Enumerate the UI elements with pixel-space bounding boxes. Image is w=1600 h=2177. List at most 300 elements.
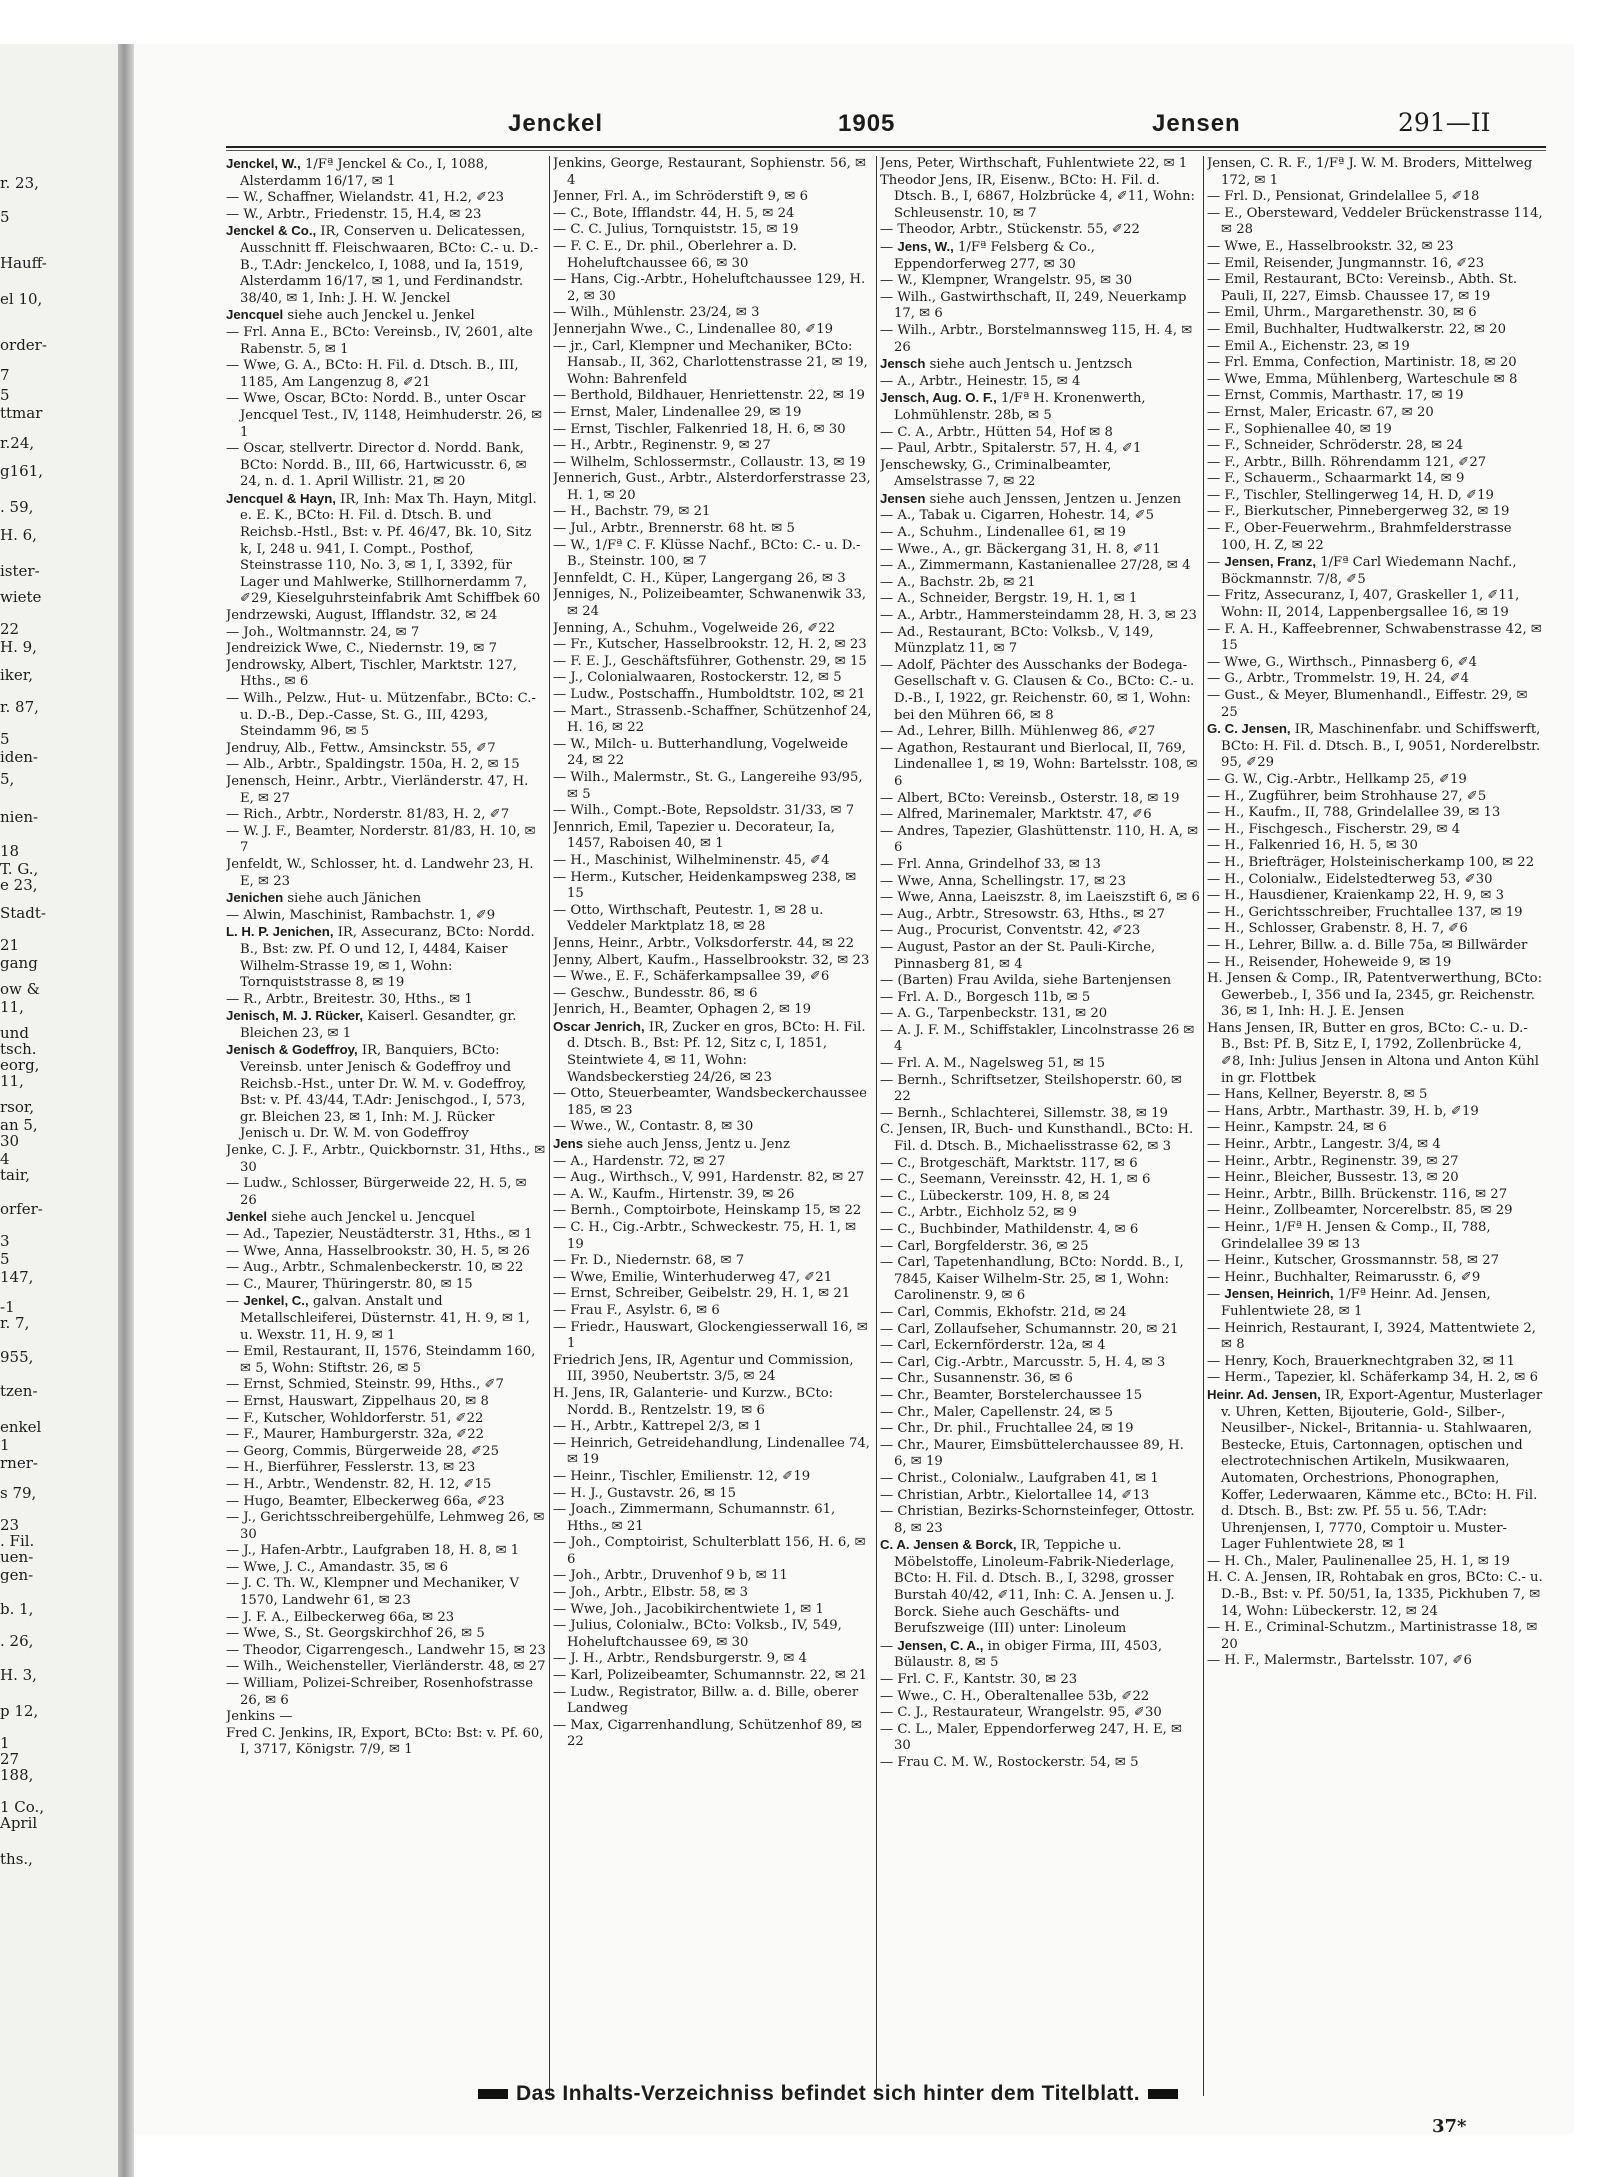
directory-entry: Jenkel siehe auch Jenckel u. Jencquel (226, 1209, 475, 1226)
directory-entry: — Frl. C. F., Kantstr. 30, ✉ 23 (880, 1672, 1078, 1688)
directory-entry: — Aug., Arbtr., Schmalenbeckerstr. 10, ✉ 22 (226, 1260, 524, 1276)
column-divider (1203, 156, 1204, 2096)
previous-page-text-fragment: r. 7, (0, 1314, 30, 1332)
entry-heading: Jensen (880, 490, 926, 506)
directory-entry: — Chr., Maler, Capellenstr. 24, ✉ 5 (880, 1404, 1114, 1420)
directory-entry: — Oscar, stellvertr. Director d. Nordd. Bank, BCto: Nordd. B., III, 66, Hartwicusstr. 6, ✉ 24, n. d. 1. April Willistr. 21, ✉ 20 (226, 441, 527, 490)
directory-entry: — Adolf, Pächter des Ausschanks der Bodega-Gesellschaft v. G. Clausen & Co., BCto: C.- u. D.-B., I, 1922, gr. Reichenstr. 60, ✉ 1, Wohn: bei den Mühren 66, ✉ 8 (880, 657, 1195, 723)
directory-entry: Jenrich, H., Beamter, Ophagen 2, ✉ 19 (553, 1002, 811, 1018)
directory-entry: — Carl, Borgfelderstr. 36, ✉ 25 (880, 1238, 1089, 1254)
directory-entry: — Aug., Wirthsch., V, 991, Hardenstr. 82, ✉ 27 (553, 1170, 865, 1186)
directory-entry: Jenckel & Co., IR, Conserven u. Delicatessen, Ausschnitt ff. Fleischwaaren, BCto: C.- u. D.-B., T.Adr: Jenckelco, I, 1088, und Ia, 1519, Alsterdamm 16/17, ✉ 1, und Ferdinandstr. 38/40, ✉ 1, Inh: J. H. W. Jenckel (226, 223, 539, 306)
directory-entry: — Wwe., W., Contastr. 8, ✉ 30 (553, 1119, 754, 1135)
book-gutter (118, 44, 134, 2177)
directory-entry: — A., Arbtr., Hammersteindamm 28, H. 3, ✉ 23 (880, 608, 1197, 624)
directory-entry: — H. Ch., Maler, Paulinenallee 25, H. 1, ✉ 19 (1207, 1553, 1510, 1569)
directory-entry: Jendrzewski, August, Ifflandstr. 32, ✉ 24 (226, 608, 498, 624)
directory-entry: — Wilh., Weichensteller, Vierländerstr. 48, ✉ 27 (226, 1659, 546, 1675)
directory-entry: — Jul., Arbtr., Brennerstr. 68 ht. ✉ 5 (553, 521, 795, 537)
directory-entry: — J., Gerichtsschreibergehülfe, Lehmweg 26, ✉ 30 (226, 1510, 545, 1542)
directory-entry: — Chr., Susannenstr. 36, ✉ 6 (880, 1371, 1073, 1387)
directory-entry: — Hans, Cig.-Arbtr., Hoheluftchaussee 129, H. 2, ✉ 30 (553, 272, 866, 304)
directory-entry: — Alb., Arbtr., Spaldingstr. 150a, H. 2, ✉ 15 (226, 757, 520, 773)
previous-page-text-fragment: ister- (0, 562, 40, 580)
directory-entry: — Heinr., Kutscher, Grossmannstr. 58, ✉ 27 (1207, 1253, 1500, 1269)
previous-page-text-fragment: 955, (0, 1348, 34, 1366)
entry-heading: Jenkel, C., (243, 1293, 309, 1309)
directory-entry: — Ludw., Registrator, Billw. a. d. Bille, oberer Landweg (553, 1684, 859, 1717)
directory-entry: — H., Bachstr. 79, ✉ 21 (553, 504, 711, 520)
directory-entry: — Heinr., Kampstr. 24, ✉ 6 (1207, 1120, 1387, 1136)
directory-entry: — Fr., Kutscher, Hasselbrookstr. 12, H. 2, ✉ 23 (553, 637, 867, 653)
directory-entry: — Alwin, Maschinist, Rambachstr. 1, ✐9 (226, 907, 496, 923)
directory-entry: — Theodor, Arbtr., Stückenstr. 55, ✐22 (880, 222, 1140, 238)
header-rule (226, 146, 1546, 148)
previous-page-text-fragment: tair, (0, 1166, 31, 1184)
directory-entry: — Ernst, Schreiber, Geibelstr. 29, H. 1, ✉ 21 (553, 1286, 851, 1302)
previous-page-text-fragment: r.24, (0, 434, 35, 452)
directory-entry: — Aug., Arbtr., Stresowstr. 63, Hths., ✉ 27 (880, 906, 1165, 922)
directory-entry: — Wwe., A., gr. Bäckergang 31, H. 8, ✐11 (880, 541, 1161, 557)
directory-entry: — W., Milch- u. Butterhandlung, Vogelweide 24, ✉ 22 (553, 736, 849, 769)
previous-page-text-fragment: H. 9, (0, 638, 37, 656)
directory-entry: — Wilh., Mühlenstr. 23/24, ✉ 3 (553, 305, 760, 321)
previous-page-text-fragment: 21 (0, 936, 20, 954)
directory-entry: — H., Maschinist, Wilhelminenstr. 45, ✐4 (553, 852, 830, 868)
previous-page-text-fragment: enkel (0, 1418, 42, 1436)
directory-entry: — Wwe, J. C., Amandastr. 35, ✉ 6 (226, 1559, 449, 1575)
directory-entry: — W., Arbtr., Friedenstr. 15, H.4, ✉ 23 (226, 206, 482, 222)
directory-entry: — A. J. F. M., Schiffstakler, Lincolnstrasse 26 ✉ 4 (880, 1022, 1195, 1055)
previous-page-text-fragment: wiete (0, 588, 42, 606)
directory-entry: — Ernst, Maler, Ericastr. 67, ✉ 20 (1207, 404, 1434, 420)
directory-entry: Jenichen siehe auch Jänichen (226, 890, 422, 907)
entry-heading: Heinr. Ad. Jensen, (1207, 1386, 1321, 1402)
directory-entry: Jennerjahn Wwe., C., Lindenallee 80, ✐19 (553, 321, 834, 337)
previous-page-text-fragment: T. G., (0, 860, 39, 878)
directory-entry: — Wwe, Anna, Laeiszstr. 8, im Laeiszstift 6, ✉ 6 (880, 890, 1200, 906)
directory-entry: — Rich., Arbtr., Norderstr. 81/83, H. 2, ✐7 (226, 807, 510, 823)
directory-entry: Fred C. Jenkins, IR, Export, BCto: Bst: v. Pf. 60, I, 3717, Königstr. 7/9, ✉ 1 (226, 1725, 544, 1758)
directory-entry: — jr., Carl, Klempner und Mechaniker, BCto: Hansab., II, 362, Charlottenstrasse 21, ✉ 19, Wohn: Bahrenfeld (553, 338, 868, 387)
directory-entry: — A. G., Tarpenbeckstr. 131, ✉ 20 (880, 1006, 1108, 1022)
directory-entry: H. Jens, IR, Galanterie- und Kurzw., BCto: Nordd. B., Rentzelstr. 19, ✉ 6 (553, 1385, 834, 1418)
directory-entry: — Wwe, Joh., Jacobikirchentwiete 1, ✉ 1 (553, 1601, 824, 1617)
directory-entry: Jenfeldt, W., Schlosser, ht. d. Landwehr 23, H. E, ✉ 23 (226, 856, 534, 889)
directory-entry: — Friedr., Hauswart, Glockengiesserwall 16, ✉ 1 (553, 1319, 868, 1352)
directory-entry: — Chr., Beamter, Borstelerchaussee 15 (880, 1387, 1143, 1403)
directory-entry: — H., Colonialw., Eidelstedterweg 53, ✐30 (1207, 871, 1493, 887)
directory-entry: — H. E., Criminal-Schutzm., Martinistrasse 18, ✉ 20 (1207, 1620, 1538, 1652)
directory-entry: — Jenkel, C., galvan. Anstalt und Metallschleiferei, Düsternstr. 41, H. 9, ✉ 1, u. Wexstr. 11, H. 9, ✉ 1 (226, 1293, 530, 1343)
previous-page-text-fragment: . 26, (0, 1632, 34, 1650)
previous-page-text-fragment: e 23, (0, 876, 38, 894)
directory-entry: — Otto, Wirthschaft, Peutestr. 1, ✉ 28 u. Veddeler Marktplatz 18, ✉ 28 (553, 902, 824, 935)
previous-page-text-fragment: nien- (0, 808, 39, 826)
directory-entry: — C., Bote, Ifflandstr. 44, H. 5, ✉ 24 (553, 205, 795, 221)
directory-entry: Jennerich, Gust., Arbtr., Alsterdorferstrasse 23, H. 1, ✉ 20 (553, 471, 871, 503)
directory-entry: Jencquel & Hayn, IR, Inh: Max Th. Hayn, Mitgl. e. E. K., BCto: H. Fil. d. Dtsch. B. und Reichsb.-Hstl., Bst: v. Pf. 46/47, Bk. 10, Sitz k, I, 248 u. 941, I. Compt., Posthof, Steinstrasse 110, No. 3, ✉ 1, I, 3392, für Lager und Mahlwerke, Stillhornerdamm 7, ✐29, Kieselguhrsteinfabrik Amt Schiffbek 60 (226, 490, 541, 607)
directory-entry: — Wilh., Malermstr., St. G., Langereihe 93/95, ✉ 5 (553, 769, 863, 802)
directory-entry: Jens, Peter, Wirthschaft, Fuhlentwiete 22, ✉ 1 (880, 156, 1188, 171)
previous-page-text-fragment: ttmar (0, 404, 43, 422)
directory-entry: Jensch, Aug. O. F., 1/Fª H. Kronenwerth, Lohmühlenstr. 28b, ✉ 5 (880, 390, 1146, 423)
directory-column-3 (880, 156, 1200, 2094)
previous-page-text-fragment: rsor, (0, 1098, 35, 1116)
directory-entry: — Frl. Anna E., BCto: Vereinsb., IV, 2601, alte Rabenstr. 5, ✉ 1 (226, 324, 533, 357)
directory-entry: — Heinr., Arbtr., Reginenstr. 39, ✉ 27 (1207, 1153, 1459, 1169)
directory-entry: — J. H., Arbtr., Rendsburgerstr. 9, ✉ 4 (553, 1651, 808, 1667)
directory-entry: — Max, Cigarrenhandlung, Schützenhof 89, ✉ 22 (553, 1717, 863, 1750)
directory-entry: — C., Brotgeschäft, Marktstr. 117, ✉ 6 (880, 1155, 1138, 1171)
directory-entry: — H. F., Malermstr., Bartelsstr. 107, ✐6 (1207, 1653, 1472, 1669)
previous-page-text-fragment: r. 87, (0, 698, 39, 716)
directory-entry: — Heinr., Bleicher, Bussestr. 13, ✉ 20 (1207, 1170, 1459, 1186)
directory-entry: — H., Arbtr., Wendenstr. 82, H. 12, ✐15 (226, 1476, 492, 1492)
directory-entry: — H., Schlosser, Grabenstr. 8, H. 7, ✐6 (1207, 921, 1468, 937)
directory-entry: — Wwe, E., Hasselbrookstr. 32, ✉ 23 (1207, 238, 1454, 254)
directory-entry: Jenkins, George, Restaurant, Sophienstr. 56, ✉ 4 (553, 156, 867, 188)
directory-entry: — Ernst, Hauswart, Zippelhaus 20, ✉ 8 (226, 1393, 489, 1409)
directory-entry: — Carl, Eckernförderstr. 12a, ✉ 4 (880, 1338, 1106, 1354)
directory-entry: — Frl. Anna, Grindelhof 33, ✉ 13 (880, 856, 1101, 872)
entry-heading: Jenisch & Godeffroy, (226, 1042, 358, 1058)
directory-entry: C. A. Jensen & Borck, IR, Teppiche u. Möbelstoffe, Linoleum-Fabrik-Niederlage, BCto: H. Fil. d. Dtsch. B., I, 3298, grosser Burstah 40/42, ✐11, Inh: C. A. Jensen u. J. Borck. Siehe auch Geschäfts- und Berufszweige (III) unter: Linoleum (880, 1537, 1175, 1637)
directory-entry: — Wwe, G. A., BCto: H. Fil. d. Dtsch. B., III, 1185, Am Langenzug 8, ✐21 (226, 358, 519, 390)
directory-entry: — Frau F., Asylstr. 6, ✉ 6 (553, 1302, 720, 1318)
directory-entry: — Herm., Tapezier, kl. Schäferkamp 34, H. 2, ✉ 6 (1207, 1370, 1538, 1386)
directory-entry: — J. C. Th. W., Klempner und Mechaniker, V 1570, Landwehr 61, ✉ 23 (226, 1576, 520, 1609)
entry-heading: Jensch, Aug. O. F., (880, 390, 997, 406)
directory-entry: — Frl. A. M., Nagelsweg 51, ✉ 15 (880, 1056, 1105, 1072)
directory-entry: — R., Arbtr., Breitestr. 30, Hths., ✉ 1 (226, 991, 473, 1007)
previous-page-text-fragment: H. 6, (0, 526, 37, 544)
entry-heading: L. H. P. Jenichen, (226, 924, 334, 940)
directory-column-1 (226, 156, 546, 2094)
directory-entry: — Emil, Restaurant, II, 1576, Steindamm 160, ✉ 5, Wohn: Stiftstr. 26, ✉ 5 (226, 1344, 536, 1376)
directory-entry: — Carl, Commis, Ekhofstr. 21d, ✉ 24 (880, 1304, 1127, 1320)
previous-page-text-fragment: an 5, (0, 1116, 38, 1134)
previous-page-text-fragment: tsch. (0, 1040, 37, 1058)
directory-entry: Jenniges, N., Polizeibeamter, Schwanenwik 33, ✉ 24 (553, 587, 867, 620)
directory-entry: — Albert, BCto: Vereinsb., Osterstr. 18, ✉ 19 (880, 790, 1180, 806)
directory-entry: — Heinr., 1/Fª H. Jensen & Comp., II, 788, Grindelallee 39 ✉ 13 (1207, 1220, 1491, 1252)
directory-entry: L. H. P. Jenichen, IR, Assecuranz, BCto: Nordd. B., Bst: zw. Pf. O und 12, I, 4484, Kaiser Wilhelm-Strasse 19, ✉ 1, Wohn: Tornquiststrasse 8, ✉ 19 (226, 924, 535, 991)
directory-entry: — Emil A., Eichenstr. 23, ✉ 19 (1207, 338, 1410, 354)
directory-entry: Jens siehe auch Jenss, Jentz u. Jenz (553, 1136, 790, 1153)
previous-page-text-fragment: 18 (0, 842, 20, 860)
directory-entry: — Heinr., Tischler, Emilienstr. 12, ✐19 (553, 1468, 811, 1484)
entry-heading: C. A. Jensen & Borck, (880, 1537, 1017, 1553)
directory-entry: — Wilh., Gastwirthschaft, II, 249, Neuerkamp 17, ✉ 6 (880, 289, 1187, 322)
directory-entry: — Joh., Woltmannstr. 24, ✉ 7 (226, 624, 420, 640)
directory-entry: — Karl, Polizeibeamter, Schumannstr. 22, ✉ 21 (553, 1668, 867, 1684)
directory-entry: — F., Maurer, Hamburgerstr. 32a, ✐22 (226, 1427, 485, 1443)
directory-entry: — Georg, Commis, Bürgerweide 28, ✐25 (226, 1443, 499, 1459)
directory-entry: — Heinr., Arbtr., Langestr. 3/4, ✉ 4 (1207, 1137, 1441, 1153)
directory-entry: Friedrich Jens, IR, Agentur und Commission, III, 3950, Neubertstr. 3/5, ✉ 24 (553, 1352, 854, 1385)
directory-entry: — Frl. Emma, Confection, Martinistr. 18, ✉ 20 (1207, 355, 1517, 371)
directory-entry: — H., Falkenried 16, H. 5, ✉ 30 (1207, 838, 1418, 854)
page-number: 291—II (1398, 108, 1491, 137)
directory-entry: Jenckel, W., 1/Fª Jenckel & Co., I, 1088, Alsterdamm 16/17, ✉ 1 (226, 156, 489, 189)
previous-page-text-fragment: gen- (0, 1566, 34, 1584)
previous-page-text-fragment: 11, (0, 1072, 24, 1090)
footer-notice: Das Inhalts-Verzeichniss befindet sich hinter dem Titelblatt. (470, 2082, 1186, 2106)
entry-heading: Jenisch, M. J. Rücker, (226, 1008, 364, 1024)
directory-entry: — Hans, Arbtr., Marthastr. 39, H. b, ✐19 (1207, 1103, 1479, 1119)
directory-entry: — C., Lübeckerstr. 109, H. 8, ✉ 24 (880, 1188, 1111, 1204)
entry-heading: Jenckel, W., (226, 156, 301, 171)
directory-entry: — F., Ober-Feuerwehrm., Brahmfelderstrasse 100, H. Z, ✉ 22 (1207, 521, 1512, 553)
directory-entry: — Carl, Tapetenhandlung, BCto: Nordd. B., I, 7845, Kaiser Wilhelm-Str. 25, ✉ 1, Wohn: Carolinenstr. 9, ✉ 6 (880, 1255, 1184, 1304)
directory-entry: — F., Kutscher, Wohldorferstr. 51, ✐22 (226, 1410, 484, 1426)
entry-heading: Jenkel (226, 1209, 268, 1225)
previous-page-text-fragment: 5, (0, 770, 15, 788)
directory-entry: — F., Arbtr., Billh. Röhrendamm 121, ✐27 (1207, 454, 1487, 470)
directory-entry: — Wwe, Anna, Schellingstr. 17, ✉ 23 (880, 873, 1126, 889)
directory-entry: — Fritz, Assecuranz, I, 407, Graskeller 1, ✐11, Wohn: II, 2014, Lappenbergsallee 16, ✉ 19 (1207, 588, 1520, 621)
directory-entry: — H., Fischgesch., Fischerstr. 29, ✉ 4 (1207, 821, 1461, 837)
directory-column-2 (553, 156, 873, 2094)
directory-entry: — Geschw., Bundesstr. 86, ✉ 6 (553, 985, 758, 1001)
directory-entry: — H., Arbtr., Kattrepel 2/3, ✉ 1 (553, 1419, 762, 1435)
directory-entry: — Alfred, Marinemaler, Marktstr. 47, ✐6 (880, 807, 1152, 823)
previous-page-text-fragment: 23 (0, 1516, 20, 1534)
previous-page-text-fragment: H. 3, (0, 1666, 37, 1684)
directory-entry: — A., Hardenstr. 72, ✉ 27 (553, 1153, 726, 1169)
directory-entry: — Ernst, Maler, Lindenallee 29, ✉ 19 (553, 404, 802, 420)
directory-entry: — F., Schneider, Schröderstr. 28, ✉ 24 (1207, 438, 1464, 454)
directory-entry: Jenschewsky, G., Criminalbeamter, Amselstrasse 7, ✉ 22 (880, 457, 1112, 490)
directory-entry: — A., Schuhm., Lindenallee 61, ✉ 19 (880, 525, 1126, 541)
directory-entry: — C. A., Arbtr., Hütten 54, Hof ✉ 8 (880, 424, 1113, 440)
directory-entry: — F. E. J., Geschäftsführer, Gothenstr. 29, ✉ 15 (553, 653, 867, 669)
directory-entry: Jensen siehe auch Jenssen, Jentzen u. Jenzen (880, 490, 1182, 507)
directory-entry: — Wwe, S., St. Georgskirchhof 26, ✉ 5 (226, 1626, 485, 1642)
previous-page-text-fragment: 1 (0, 1734, 10, 1752)
directory-entry: — W. J. F., Beamter, Norderstr. 81/83, H. 10, ✉ 7 (226, 823, 536, 856)
directory-entry: — J., Hafen-Arbtr., Laufgraben 18, H. 8, ✉ 1 (226, 1543, 520, 1559)
previous-page-text-fragment: b. 1, (0, 1600, 34, 1618)
directory-entry: — Joh., Comptoirist, Schulterblatt 156, H. 6, ✉ 6 (553, 1535, 866, 1567)
directory-entry: — A., Arbtr., Heinestr. 15, ✉ 4 (880, 373, 1081, 389)
previous-page-text-fragment: r. 23, (0, 174, 39, 192)
entry-heading: Jensen, Franz, (1224, 554, 1317, 570)
directory-entry: — Frl. A. D., Borgesch 11b, ✉ 5 (880, 989, 1091, 1005)
directory-entry: — Ad., Restaurant, BCto: Volksb., V, 149, Münzplatz 11, ✉ 7 (880, 624, 1154, 657)
previous-page-text-fragment: 22 (0, 620, 20, 638)
directory-entry: — Carl, Cig.-Arbtr., Marcusstr. 5, H. 4, ✉ 3 (880, 1354, 1166, 1370)
previous-page-text-fragment: gang (0, 954, 38, 972)
previous-page-text-fragment: uen- (0, 1548, 34, 1566)
directory-entry: — Jens, W., 1/Fª Felsberg & Co., Eppendorferweg 277, ✉ 30 (880, 238, 1095, 272)
directory-entry: — A., Schneider, Bergstr. 19, H. 1, ✉ 1 (880, 591, 1138, 607)
previous-page-text-fragment: und (0, 1024, 29, 1042)
directory-entry: — Emil, Uhrm., Margarethenstr. 30, ✉ 6 (1207, 305, 1477, 321)
directory-entry: — Wwe, G., Wirthsch., Pinnasberg 6, ✐4 (1207, 654, 1478, 670)
entry-heading: Jensen, Heinrich, (1224, 1286, 1334, 1302)
directory-entry: — W., Schaffner, Wielandstr. 41, H.2, ✐23 (226, 190, 505, 206)
directory-entry: — C. J., Restaurateur, Wrangelstr. 95, ✐30 (880, 1705, 1162, 1721)
directory-entry: — Joh., Arbtr., Elbstr. 58, ✉ 3 (553, 1585, 749, 1601)
previous-page-text-fragment: 188, (0, 1766, 34, 1784)
directory-entry: — Wwe, Oscar, BCto: Nordd. B., unter Oscar Jencquel Test., IV, 1148, Heimhuderstr. 26, ✉ 1 (226, 391, 543, 440)
directory-entry: Jennrich, Emil, Tapezier u. Decorateur, Ia, 1457, Raboisen 40, ✉ 1 (553, 819, 836, 852)
directory-entry: — Bernh., Schriftsetzer, Steilshoperstr. 60, ✉ 22 (880, 1072, 1183, 1105)
directory-entry: Theodor Jens, IR, Eisenw., BCto: H. Fil. d. Dtsch. B., I, 6867, Holzbrücke 4, ✐11, Wohn: Schleusenstr. 10, ✉ 7 (880, 172, 1195, 221)
pointing-hand-icon (1148, 2089, 1178, 2099)
directory-entry: — Emil, Buchhalter, Hudtwalkerstr. 22, ✉ 20 (1207, 321, 1507, 337)
previous-page-text-fragment: eorg, (0, 1056, 40, 1074)
directory-entry: — F. C. E., Dr. phil., Oberlehrer a. D. Hoheluftchaussee 66, ✉ 30 (553, 238, 797, 271)
directory-entry: — Bernh., Comptoirbote, Heinskamp 15, ✉ 22 (553, 1203, 862, 1219)
directory-entry: — Henry, Koch, Brauerknechtgraben 32, ✉ 11 (1207, 1353, 1515, 1369)
directory-entry: — Frl. D., Pensionat, Grindelallee 5, ✐18 (1207, 189, 1480, 205)
directory-entry: — Wwe, Anna, Hasselbrookstr. 30, H. 5, ✉ 26 (226, 1243, 530, 1259)
directory-entry: — Wilh., Pelzw., Hut- u. Mützenfabr., BCto: C.- u. D.-B., Dep.-Casse, St. G., III, 4293, Steindamm 96, ✉ 5 (226, 691, 536, 740)
previous-page-text-fragment: 11, (0, 998, 24, 1016)
directory-entry: — (Barten) Frau Avilda, siehe Bartenjensen (880, 973, 1172, 989)
previous-page-text-fragment: 5 (0, 386, 10, 404)
pointing-hand-icon (478, 2089, 508, 2099)
directory-entry: — H., Gerichtsschreiber, Fruchtallee 137, ✉ 19 (1207, 904, 1523, 920)
previous-page-text-fragment: rner- (0, 1454, 38, 1472)
directory-entry: — H., Hausdiener, Kraienkamp 22, H. 9, ✉ 3 (1207, 888, 1505, 904)
previous-page-text-fragment: iker, (0, 666, 34, 684)
directory-entry: — Theodor, Cigarrengesch., Landwehr 15, ✉ 23 (226, 1642, 546, 1658)
directory-entry: Jendreizick Wwe, C., Niedernstr. 19, ✉ 7 (226, 641, 498, 657)
directory-entry: — F., Tischler, Stellingerweg 14, H. D, ✐19 (1207, 487, 1494, 503)
directory-entry: — Ernst, Commis, Marthastr. 17, ✉ 19 (1207, 388, 1464, 404)
previous-page-text-fragment: 4 (0, 1150, 10, 1168)
directory-entry: — H., Zugführer, beim Strohhause 27, ✐5 (1207, 788, 1487, 804)
directory-entry: — August, Pastor an der St. Pauli-Kirche, Pinnasberg 81, ✉ 4 (880, 939, 1156, 972)
previous-page-text-fragment: . Fil. (0, 1532, 35, 1550)
directory-entry: — Wwe, Emilie, Winterhuderweg 47, ✐21 (553, 1269, 833, 1285)
previous-page-text-fragment: . 59, (0, 498, 34, 516)
entry-heading: Jensen, C. A., (897, 1637, 984, 1653)
directory-entry: Jenns, Heinr., Arbtr., Volksdorferstr. 44, ✉ 22 (553, 935, 855, 951)
directory-entry: — H., Reisender, Hoheweide 9, ✉ 19 (1207, 954, 1452, 970)
directory-entry: — Aug., Procurist, Conventstr. 42, ✐23 (880, 923, 1141, 939)
previous-page-text-fragment: s 79, (0, 1484, 37, 1502)
directory-entry: — Ad., Lehrer, Billh. Mühlenweg 86, ✐27 (880, 724, 1156, 740)
entry-heading: Jenckel & Co., (226, 223, 317, 239)
directory-entry: — Hugo, Beamter, Elbeckerweg 66a, ✐23 (226, 1493, 505, 1509)
entry-heading: Jencquel & Hayn, (226, 490, 336, 506)
directory-entry: — Christ., Colonialw., Laufgraben 41, ✉ 1 (880, 1470, 1159, 1486)
directory-entry: — Christian, Arbtr., Kielortallee 14, ✐13 (880, 1487, 1150, 1503)
directory-entry: — Wilh., Compt.-Bote, Repsoldstr. 31/33, ✉ 7 (553, 803, 855, 819)
directory-entry: Jenner, Frl. A., im Schröderstift 9, ✉ 6 (553, 189, 808, 205)
directory-entry: — Emil, Reisender, Jungmannstr. 16, ✐23 (1207, 255, 1485, 271)
directory-entry: — Wwe., C. H., Oberaltenallee 53b, ✐22 (880, 1688, 1150, 1704)
directory-entry: — Jensen, Franz, 1/Fª Carl Wiedemann Nachf., Böckmannstr. 7/8, ✐5 (1207, 554, 1517, 587)
directory-entry: — C. L., Maler, Eppendorferweg 247, H. E, ✉ 30 (880, 1721, 1183, 1754)
directory-entry: — J., Colonialwaaren, Rostockerstr. 12, ✉ 5 (553, 670, 842, 686)
entry-heading: Oscar Jenrich, (553, 1018, 645, 1034)
directory-entry: — Heinrich, Getreidehandlung, Lindenallee 74, ✉ 19 (553, 1435, 870, 1468)
directory-entry: G. C. Jensen, IR, Maschinenfabr. und Schiffswerft, BCto: H. Fil. d. Dtsch. B., I, 9051, Norderelbstr. 95, ✐29 (1207, 721, 1541, 771)
directory-entry: — C. C. Julius, Tornquiststr. 15, ✉ 19 (553, 222, 799, 238)
entry-heading: Jens, W., (897, 238, 954, 254)
running-head-right: Jensen (1152, 110, 1241, 137)
directory-entry: Jenkins — (226, 1709, 293, 1725)
previous-page-text-fragment: 5 (0, 208, 10, 226)
previous-page-text-fragment: -1 (0, 1298, 15, 1316)
previous-page-text-fragment: 1 Co., (0, 1798, 45, 1816)
directory-entry: Oscar Jenrich, IR, Zucker en gros, BCto: H. Fil. d. Dtsch. B., Bst: Pf. 12, Sitz c, I, 1851, Steintwiete 4, ✉ 11, Wohn: Wandsbeckerstieg 24/26, ✉ 23 (553, 1018, 866, 1085)
previous-page-text-fragment: g161, (0, 462, 44, 480)
directory-entry: — A., Zimmermann, Kastanienallee 27/28, ✉ 4 (880, 558, 1191, 574)
directory-entry: Jenning, A., Schuhm., Vogelweide 26, ✐22 (553, 620, 836, 636)
previous-page-text-fragment: 5 (0, 1250, 10, 1268)
directory-entry: — Paul, Arbtr., Spitalerstr. 57, H. 4, ✐1 (880, 441, 1142, 457)
previous-page-text-fragment: Hauff- (0, 254, 47, 272)
directory-entry: — Agathon, Restaurant und Bierlocal, II, 769, Lindenallee 1, ✉ 19, Wohn: Bartelsstr. 108, ✉ 6 (880, 740, 1198, 789)
directory-entry: — H., Arbtr., Reginenstr. 9, ✉ 27 (553, 438, 771, 454)
directory-entry: — Otto, Steuerbeamter, Wandsbeckerchaussee 185, ✉ 23 (553, 1086, 867, 1118)
directory-entry: — Mart., Strassenb.-Schaffner, Schützenhof 24, H. 16, ✉ 22 (553, 703, 872, 736)
directory-entry: — Jensen, Heinrich, 1/Fª Heinr. Ad. Jensen, Fuhlentwiete 28, ✉ 1 (1207, 1286, 1491, 1319)
directory-entry: — F., Bierkutscher, Pinnebergerweg 32, ✉ 19 (1207, 504, 1510, 520)
directory-entry: — C. H., Cig.-Arbtr., Schweckestr. 75, H. 1, ✉ 19 (553, 1220, 857, 1252)
directory-entry: — W., Klempner, Wrangelstr. 95, ✉ 30 (880, 273, 1133, 289)
directory-entry: — H., Bierführer, Fesslerstr. 13, ✉ 23 (226, 1460, 476, 1476)
directory-entry: — H. J., Gustavstr. 26, ✉ 15 (553, 1485, 736, 1501)
directory-entry: — G. W., Cig.-Arbtr., Hellkamp 25, ✐19 (1207, 771, 1467, 787)
directory-entry: — Joh., Arbtr., Druvenhof 9 b, ✉ 11 (553, 1568, 788, 1584)
directory-entry: — C., Buchbinder, Mathildenstr. 4, ✉ 6 (880, 1222, 1139, 1237)
directory-entry: — Bernh., Schlachterei, Sillemstr. 38, ✉ 19 (880, 1105, 1168, 1121)
directory-entry: — A. W., Kaufm., Hirtenstr. 39, ✉ 26 (553, 1186, 795, 1202)
directory-entry: — F., Sophienallee 40, ✉ 19 (1207, 421, 1392, 437)
entry-heading: Jens (553, 1136, 584, 1152)
directory-entry: — Ernst, Schmied, Steinstr. 99, Hths., ✐7 (226, 1377, 504, 1393)
previous-page-text-fragment: ths., (0, 1850, 33, 1868)
previous-page-text-fragment: 1 (0, 1436, 10, 1454)
directory-entry: — G., Arbtr., Trommelstr. 19, H. 24, ✐4 (1207, 671, 1470, 687)
directory-entry: — C., Maurer, Thüringerstr. 80, ✉ 15 (226, 1276, 473, 1292)
directory-entry: — J. F. A., Eilbeckerweg 66a, ✉ 23 (226, 1609, 455, 1625)
directory-entry: — Fr. D., Niedernstr. 68, ✉ 7 (553, 1253, 745, 1269)
directory-entry: — W., 1/Fª C. F. Klüsse Nachf., BCto: C.- u. D.-B., Steinstr. 100, ✉ 7 (553, 537, 861, 570)
previous-page-text-fragment: 7 (0, 366, 10, 384)
directory-entry: Jensch siehe auch Jentsch u. Jentzsch (880, 356, 1133, 373)
directory-entry: — Andres, Tapezier, Glashüttenstr. 110, H. A, ✉ 6 (880, 823, 1199, 856)
directory-entry: — Wilh., Arbtr., Borstelmannsweg 115, H. 4, ✉ 26 (880, 322, 1193, 355)
directory-entry: Jenisch, M. J. Rücker, Kaiserl. Gesandter, gr. Bleichen 23, ✉ 1 (226, 1008, 517, 1041)
entry-heading: Jenichen (226, 890, 284, 906)
previous-page-text-fragment: 147, (0, 1268, 34, 1286)
previous-page-edge (0, 44, 119, 2177)
directory-entry: H. Jensen & Comp., IR, Patentverwerthung, BCto: Gewerbeb., I, 356 und Ia, 2345, gr. Reichenstr. 36, ✉ 1, Inh: H. J. E. Jensen (1207, 971, 1543, 1020)
directory-entry: — C., Seemann, Vereinsstr. 42, H. 1, ✉ 6 (880, 1172, 1151, 1188)
directory-entry: — Heinr., Buchhalter, Reimarusstr. 6, ✐9 (1207, 1269, 1481, 1285)
directory-entry: — Jensen, C. A., in obiger Firma, III, 4503, Bülaustr. 8, ✉ 5 (880, 1637, 1163, 1671)
directory-entry: — Joach., Zimmermann, Schumannstr. 61, Hths., ✉ 21 (553, 1502, 836, 1534)
directory-entry: — H., Lehrer, Billw. a. d. Bille 75a, ✉ Billwärder (1207, 937, 1528, 953)
directory-entry: — Hans, Kellner, Beyerstr. 8, ✉ 5 (1207, 1087, 1428, 1103)
directory-entry: — H., Briefträger, Holsteinischerkamp 100, ✉ 22 (1207, 854, 1535, 870)
directory-entry: — Herm., Kutscher, Heidenkampsweg 238, ✉ 15 (553, 869, 857, 902)
directory-entry: Jensen, C. R. F., 1/Fª J. W. M. Broders, Mittelweg 172, ✉ 1 (1207, 156, 1533, 188)
directory-entry: — Ludw., Schlosser, Bürgerweide 22, H. 5, ✉ 26 (226, 1176, 527, 1208)
previous-page-text-fragment: ow & (0, 980, 40, 998)
directory-entry: — Julius, Colonialw., BCto: Volksb., IV, 549, Hoheluftchaussee 69, ✉ 30 (553, 1618, 842, 1650)
directory-entry: — Wilhelm, Schlossermstr., Collaustr. 13, ✉ 19 (553, 454, 866, 470)
